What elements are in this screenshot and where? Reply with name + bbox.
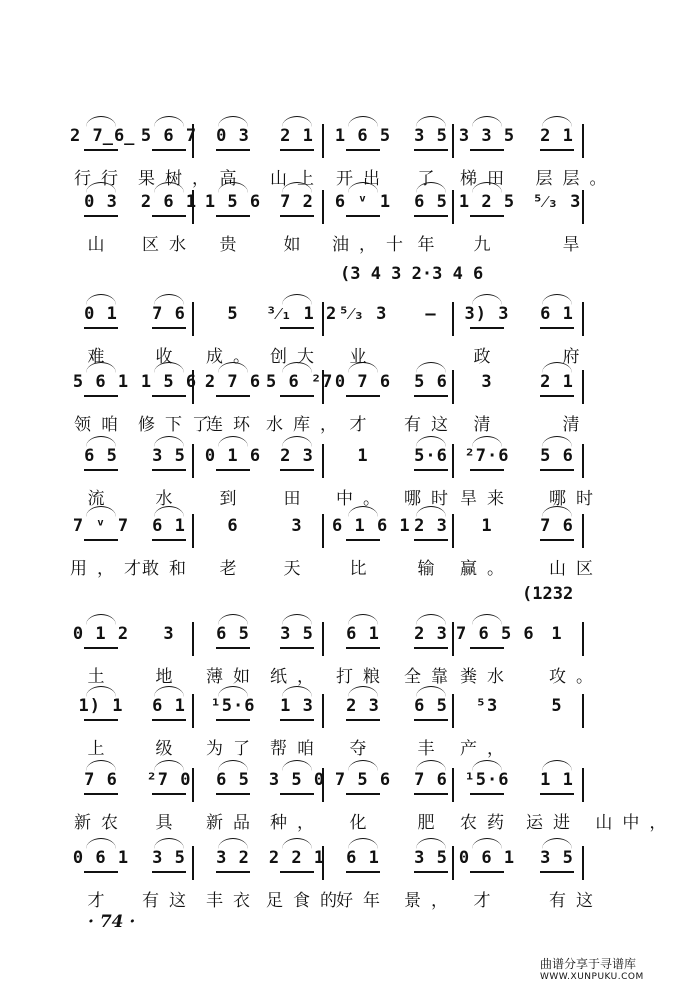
note-group: 7 6: [152, 304, 186, 324]
note-group: 1: [357, 446, 369, 466]
beam-line: [152, 149, 186, 151]
note-group: 1) 1: [78, 696, 124, 716]
note-group: 3 5: [152, 848, 186, 868]
note-group: 5: [551, 696, 563, 716]
beam-line: [216, 719, 250, 721]
note-group: 0 1 6: [204, 446, 262, 466]
score-system: [70, 442, 603, 522]
lyric: 有这: [142, 891, 196, 911]
note-group: 5 6 7: [140, 126, 198, 146]
lyric: 级: [155, 739, 183, 759]
beam-line: [414, 539, 448, 541]
note-group: 1: [551, 624, 563, 644]
slur-arc: [416, 614, 446, 625]
beam-line: [280, 647, 314, 649]
beam-line: [216, 149, 250, 151]
lyric: 山上: [270, 169, 324, 189]
lyric: 旱: [562, 235, 590, 255]
lyric: 收: [155, 347, 183, 367]
slur-arc: [154, 294, 184, 305]
lyric: 农药: [460, 813, 514, 833]
note-group: 2 1: [280, 126, 314, 146]
intro-line-1: (3 4 3 2·3 4 6: [340, 264, 484, 284]
beam-line: [414, 395, 448, 397]
page-number: · 74 ·: [88, 912, 136, 932]
note-group: 1 3: [280, 696, 314, 716]
beam-line: [470, 469, 504, 471]
beam-line: [346, 793, 380, 795]
beam-line: [470, 647, 504, 649]
slur-arc: [282, 116, 312, 127]
lyric: 连环: [206, 415, 260, 435]
beam-line: [84, 871, 118, 873]
lyric: 全靠: [404, 667, 458, 687]
lyric: 新品: [206, 813, 260, 833]
note-group: ⁵3: [475, 696, 499, 716]
note-group: 3 2: [216, 848, 250, 868]
beam-line: [152, 719, 186, 721]
slur-arc: [472, 614, 502, 625]
note-group: 6 5: [414, 696, 448, 716]
slur-arc: [472, 116, 502, 127]
score-system: [70, 512, 603, 592]
note-group: 3 5: [152, 446, 186, 466]
note-group: 6 5: [414, 192, 448, 212]
note-group: 1 1: [540, 770, 574, 790]
note-group: 6 1: [540, 304, 574, 324]
note-group: 3 5: [280, 624, 314, 644]
note-group: 5: [227, 304, 239, 324]
lyric: 山区: [549, 559, 603, 579]
lyric: 敢和: [142, 559, 196, 579]
beam-line: [414, 793, 448, 795]
beam-line: [470, 215, 504, 217]
beam-line: [346, 719, 380, 721]
lyric: 行行: [74, 169, 128, 189]
lyric: 田: [283, 489, 311, 509]
beam-line: [280, 719, 314, 721]
beam-line: [152, 469, 186, 471]
note-group: ³⁄₁ 1 2: [266, 304, 338, 324]
lyric: 地: [155, 667, 183, 687]
score-system: [70, 844, 603, 924]
slur-arc: [542, 116, 572, 127]
lyric: [526, 736, 626, 762]
lyric: 赢。: [460, 559, 514, 579]
beam-line: [84, 327, 118, 329]
beam-line: [152, 327, 186, 329]
beam-line: [540, 395, 574, 397]
note-group: 7 2: [280, 192, 314, 212]
note-group: ¹5·6: [464, 770, 510, 790]
note-group: 1 5 6: [140, 372, 198, 392]
note-group: 3 5 0: [268, 770, 326, 790]
lyric: 九: [473, 235, 501, 255]
beam-line: [414, 719, 448, 721]
lyric: 土: [87, 667, 115, 687]
lyric: 具: [155, 813, 183, 833]
lyric: 果树，: [138, 169, 219, 189]
lyric: 丰衣: [206, 891, 260, 911]
beam-line: [414, 871, 448, 873]
note-group: 2 1: [540, 372, 574, 392]
beam-line: [280, 215, 314, 217]
beam-line: [216, 395, 250, 397]
note-group: ²7 0: [146, 770, 192, 790]
note-group: 6 5: [216, 770, 250, 790]
note-group: 2 7̲6̲: [70, 126, 136, 146]
note-group: 6 1: [346, 848, 380, 868]
note-group: 5 6 1: [72, 372, 130, 392]
note-group: 6 5: [216, 624, 250, 644]
note-group: 6: [227, 516, 239, 536]
beam-line: [470, 871, 504, 873]
lyric: 区水: [142, 235, 196, 255]
beam-line: [414, 215, 448, 217]
intro-line-2: (1232: [522, 584, 574, 604]
lyric: 业: [349, 347, 377, 367]
note-group: 7 6: [414, 770, 448, 790]
lyric: 才: [349, 415, 377, 435]
note-group: 6 1: [152, 516, 186, 536]
beam-line: [84, 539, 118, 541]
beam-line: [280, 327, 314, 329]
note-group: 6 1: [152, 696, 186, 716]
lyric: 府: [562, 347, 590, 367]
beam-line: [470, 793, 504, 795]
beam-line: [540, 469, 574, 471]
beam-line: [346, 871, 380, 873]
lyric: 用，才: [70, 559, 151, 579]
beam-line: [152, 871, 186, 873]
beam-line: [152, 793, 186, 795]
beam-line: [414, 469, 448, 471]
note-group: 2 7 6: [204, 372, 262, 392]
beam-line: [280, 395, 314, 397]
lyric: 流: [87, 489, 115, 509]
beam-line: [470, 149, 504, 151]
note-group: 7 5 6: [334, 770, 392, 790]
note-group: ⁵⁄₃ 3: [338, 304, 388, 324]
lyric: 比: [349, 559, 377, 579]
score-system: [70, 368, 590, 448]
note-group: 3 5: [540, 848, 574, 868]
beam-line: [280, 149, 314, 151]
note-group: 6 5: [84, 446, 118, 466]
lyric: 帮咱: [270, 739, 324, 759]
slur-arc: [348, 116, 378, 127]
note-group: 7 6 5 6: [456, 624, 535, 644]
beam-line: [346, 149, 380, 151]
lyric: 肥: [417, 813, 445, 833]
note-group: 3 5: [414, 848, 448, 868]
note-group: 0 7 6: [334, 372, 392, 392]
note-group: 1 6 5: [334, 126, 392, 146]
slur-arc: [542, 294, 572, 305]
lyric: 运进 山中，: [526, 813, 677, 833]
note-group: 7 ᵛ 7: [72, 516, 130, 536]
note-group: ¹5·6: [210, 696, 256, 716]
beam-line: [152, 395, 186, 397]
beam-line: [216, 871, 250, 873]
note-group: 2 3: [346, 696, 380, 716]
note-group: 3: [291, 516, 303, 536]
note-group: 3 5: [414, 126, 448, 146]
lyric: 层层。: [535, 169, 617, 189]
lyric: 旱来: [460, 489, 514, 509]
note-group: 2 2 1: [268, 848, 326, 868]
lyric: 创大: [270, 347, 324, 367]
beam-line: [346, 215, 380, 217]
slur-arc: [282, 294, 312, 305]
lyric: 丰: [417, 739, 445, 759]
lyric: 哪时: [549, 489, 603, 509]
beam-line: [540, 327, 574, 329]
beam-line: [84, 793, 118, 795]
slur-arc: [218, 614, 248, 625]
note-group: 0 1: [84, 304, 118, 324]
beam-line: [346, 395, 380, 397]
beam-line: [540, 793, 574, 795]
note-group: 5 6: [414, 372, 448, 392]
score-system: [70, 692, 590, 772]
lyric: 打粮: [336, 667, 390, 687]
lyric: 老: [219, 559, 247, 579]
note-group: 1: [481, 516, 493, 536]
note-group: 7 6: [84, 770, 118, 790]
slur-arc: [472, 294, 502, 305]
beam-line: [216, 793, 250, 795]
beam-line: [152, 215, 186, 217]
note-group: 2 3: [414, 516, 448, 536]
lyric: 山: [87, 235, 115, 255]
beam-line: [216, 647, 250, 649]
note-group: 5 6 ²7: [266, 372, 334, 392]
lyric: 中。: [336, 489, 390, 509]
lyric: 修下了: [138, 415, 219, 435]
lyric: 有这: [549, 891, 603, 911]
lyric: 水: [155, 489, 183, 509]
lyric: 油，十: [332, 235, 413, 255]
beam-line: [540, 149, 574, 151]
lyric: 清: [473, 415, 501, 435]
score-system: [70, 188, 590, 268]
lyric: 年: [417, 235, 445, 255]
note-group: 3) 3: [464, 304, 510, 324]
beam-line: [84, 395, 118, 397]
slur-arc: [86, 116, 116, 127]
note-group: 1 2 5: [458, 192, 516, 212]
note-group: 0 6 1: [458, 848, 516, 868]
beam-line: [540, 539, 574, 541]
note-group: ⁵⁄₃ 3: [532, 192, 582, 212]
watermark-url: WWW.XUNPUKU.COM: [540, 972, 644, 982]
lyric: 夺: [349, 739, 377, 759]
lyric: 到: [219, 489, 247, 509]
beam-line: [84, 215, 118, 217]
beam-line: [280, 871, 314, 873]
beam-line: [216, 215, 250, 217]
lyric: 攻。: [549, 667, 603, 687]
lyric: 上: [87, 739, 115, 759]
note-group: 2 1: [540, 126, 574, 146]
beam-line: [346, 539, 380, 541]
note-group: ²7·6: [464, 446, 510, 466]
watermark: [540, 958, 680, 984]
note-group: 0 6 1: [72, 848, 130, 868]
note-group: 6 1: [346, 624, 380, 644]
lyric: 清: [562, 415, 590, 435]
note-group: 0 3: [216, 126, 250, 146]
lyric: 粪水: [460, 667, 514, 687]
beam-line: [280, 793, 314, 795]
note-group: 2 3: [414, 624, 448, 644]
lyric: 薄如: [206, 667, 260, 687]
note-group: 3: [481, 372, 493, 392]
beam-line: [470, 327, 504, 329]
lyric: 政: [473, 347, 501, 367]
lyric: 景，: [404, 891, 458, 911]
note-group: 7 6: [540, 516, 574, 536]
lyric: 纸，: [270, 667, 324, 687]
slur-arc: [348, 614, 378, 625]
note-group: 0 3: [84, 192, 118, 212]
lyric: 为了: [206, 739, 260, 759]
beam-line: [84, 149, 118, 151]
score-system: [70, 766, 677, 846]
lyric: 化: [349, 813, 377, 833]
note-group: 6 ᵛ 1: [334, 192, 392, 212]
note-group: 3: [163, 624, 175, 644]
slur-arc: [86, 614, 116, 625]
lyric: 才: [87, 891, 115, 911]
slur-arc: [86, 294, 116, 305]
beam-line: [280, 469, 314, 471]
lyric: 新农: [74, 813, 128, 833]
lyric: 贵: [219, 235, 247, 255]
beam-line: [540, 871, 574, 873]
lyric: 哪时: [404, 489, 458, 509]
note-group: 5·6: [414, 446, 448, 466]
beam-line: [414, 647, 448, 649]
beam-line: [152, 539, 186, 541]
beam-line: [414, 149, 448, 151]
lyric: 了: [417, 169, 445, 189]
beam-line: [216, 469, 250, 471]
lyric: 如: [283, 235, 311, 255]
lyric: 才: [473, 891, 501, 911]
note-group: 5 6: [540, 446, 574, 466]
note-group: 0 1 2: [72, 624, 130, 644]
lyric: 难: [87, 347, 115, 367]
lyric: 种，: [270, 813, 324, 833]
note-group: —: [425, 304, 437, 324]
score-system: [70, 620, 603, 700]
note-group: 2 6 1: [140, 192, 198, 212]
lyric: 输: [417, 559, 445, 579]
beam-line: [84, 719, 118, 721]
lyric: 开出: [336, 169, 390, 189]
lyric: 好年: [336, 891, 390, 911]
lyric: 有这: [404, 415, 458, 435]
lyric: 领咱: [74, 415, 128, 435]
lyric: 产，: [460, 739, 514, 759]
beam-line: [84, 647, 118, 649]
lyric: 水库，: [266, 415, 347, 435]
lyric: 成。: [206, 347, 260, 367]
lyric: 梯田: [460, 169, 514, 189]
lyric: 天: [283, 559, 311, 579]
watermark-title: 曲谱分享于寻谱库: [540, 957, 637, 971]
beam-line: [84, 469, 118, 471]
slur-arc: [218, 116, 248, 127]
note-group: 3 3 5: [458, 126, 516, 146]
lyric: 高: [219, 169, 247, 189]
lyric: 足食的: [266, 891, 347, 911]
slur-arc: [282, 614, 312, 625]
note-group: 2 3: [280, 446, 314, 466]
slur-arc: [154, 116, 184, 127]
slur-arc: [416, 116, 446, 127]
beam-line: [346, 647, 380, 649]
note-group: 1 5 6: [204, 192, 262, 212]
note-group: 6 1 6 1: [332, 516, 411, 536]
